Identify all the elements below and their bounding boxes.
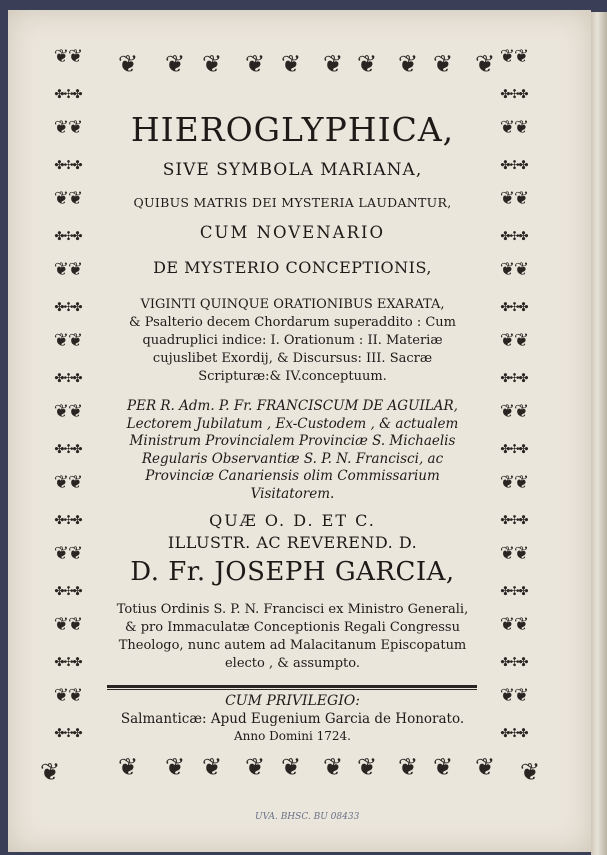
ornament-icon: ❦❦ [499, 685, 529, 706]
subtitle-line: DE MYSTERIO CONCEPTIONIS, [153, 258, 432, 277]
description-paragraph [105, 296, 480, 386]
ornament-icon: ❦ [474, 753, 496, 781]
ornament-icon: ✤✣✤ [500, 370, 528, 385]
ornament-icon: ❦ [164, 753, 186, 781]
imprint-line: Salmanticæ: Apud Eugenium Garcia de Honorato. [120, 711, 465, 727]
ornament-icon: ❦ [322, 753, 344, 781]
ornament-icon: ❦ [432, 50, 454, 78]
ornament-icon: ❦ [397, 753, 419, 781]
ornament-icon: ❦ [322, 50, 344, 78]
subtitle-line: QUIBUS MATRIS DEI MYSTERIA LAUDANTUR, [133, 195, 452, 210]
ornament-icon: ❦❦ [53, 46, 83, 67]
ornament-icon: ✤✣✤ [500, 654, 528, 669]
ornament-icon: ✤✣✤ [54, 157, 82, 172]
text-line: Lectorem Jubilatum , Ex-Custodem , & actualem [126, 415, 459, 432]
ornament-icon: ✤✣✤ [54, 228, 82, 243]
ornament-icon: ✤✣✤ [54, 370, 82, 385]
ornament-icon: ✤✣✤ [54, 86, 82, 101]
year-line: Anno Domini 1724. [234, 729, 351, 743]
ornament-icon: ❦❦ [499, 259, 529, 280]
text-line: Provinciæ Canariensis olim Commissarium [145, 468, 440, 484]
ornament-icon: ❦ [519, 758, 541, 786]
ornament-icon: ❦ [280, 753, 302, 781]
ornament-icon: ❦ [474, 50, 496, 78]
ornament-icon: ✤✣✤ [500, 583, 528, 598]
text-line: quadruplici indice: I. Orationum : II. Materiæ [142, 333, 443, 348]
ornament-icon: ❦ [244, 50, 266, 78]
ornament-icon: ❦❦ [53, 259, 83, 280]
text-line: Scripturæ:& IV.conceptuum. [198, 369, 387, 384]
ornament-icon: ❦❦ [499, 543, 529, 564]
privilege-line: CUM PRIVILEGIO: [225, 693, 360, 709]
text-line: cujuslibet Exordij, & Discursus: III. Sacræ [152, 351, 433, 366]
dedication-line: ILLUSTR. AC REVEREND. D. [167, 533, 418, 552]
text-line: VIGINTI QUINQUE ORATIONIBUS EXARATA, [140, 297, 445, 312]
ornament-icon: ❦❦ [499, 117, 529, 138]
author-paragraph [105, 398, 480, 503]
dedication-line: QUÆ O. D. ET C. [209, 511, 376, 530]
ornament-icon: ❦ [397, 50, 419, 78]
ornament-icon: ✤✣✤ [54, 299, 82, 314]
ornament-icon: ❦❦ [53, 330, 83, 351]
divider-rule [107, 685, 477, 688]
text-line: Totius Ordinis S. P. N. Francisci ex Ministro Generali, [116, 602, 469, 617]
ornament-icon: ❦❦ [499, 472, 529, 493]
divider-rule [107, 689, 477, 690]
ornament-icon: ❦ [244, 753, 266, 781]
ornament-icon: ❦❦ [53, 401, 83, 422]
text-line: & Psalterio decem Chordarum superaddito : Cum [128, 315, 457, 330]
ornament-icon: ✤✣✤ [54, 654, 82, 669]
ornament-icon: ✤✣✤ [54, 441, 82, 456]
ornament-icon: ✤✣✤ [500, 441, 528, 456]
dedicatee-paragraph [105, 601, 480, 673]
ornament-icon: ❦ [201, 50, 223, 78]
ornament-icon: ✤✣✤ [500, 725, 528, 740]
ornament-icon: ❦❦ [499, 330, 529, 351]
ornament-icon: ❦❦ [499, 614, 529, 635]
page-edge [591, 12, 607, 855]
ornament-icon: ❦❦ [53, 685, 83, 706]
ornament-icon: ✤✣✤ [500, 157, 528, 172]
ornament-icon: ❦❦ [53, 117, 83, 138]
ornament-icon: ❦ [39, 758, 61, 786]
ornament-icon: ❦❦ [53, 472, 83, 493]
ornament-icon: ❦❦ [499, 401, 529, 422]
subtitle-line: CUM NOVENARIO [199, 223, 386, 242]
text-line: & pro Immaculatæ Conceptionis Regali Congressu [125, 620, 460, 635]
subtitle: SIVE SYMBOLA MARIANA, [162, 160, 423, 180]
ornament-icon: ✤✣✤ [54, 583, 82, 598]
ornament-icon: ✤✣✤ [500, 228, 528, 243]
ornament-icon: ❦❦ [53, 543, 83, 564]
ornament-icon: ❦ [280, 50, 302, 78]
ornament-icon: ❦ [432, 753, 454, 781]
library-stamp: UVA. BHSC. BU 08433 [255, 812, 360, 822]
text-line: Visitatorem. [250, 485, 335, 502]
ornament-icon: ✤✣✤ [500, 86, 528, 101]
ornament-icon: ❦❦ [499, 46, 529, 67]
ornament-icon: ❦ [356, 753, 378, 781]
ornament-icon: ✤✣✤ [54, 512, 82, 527]
text-line: electo , & assumpto. [224, 656, 361, 671]
ornament-icon: ❦ [201, 753, 223, 781]
text-line: Theologo, nunc autem ad Malacitanum Episcopatum [118, 638, 467, 653]
ornament-icon: ❦❦ [53, 614, 83, 635]
ornament-icon: ❦ [117, 50, 139, 78]
ornament-icon: ✤✣✤ [54, 725, 82, 740]
dedicatee-name: D. Fr. JOSEPH GARCIA, [130, 557, 455, 587]
ornament-icon: ❦❦ [53, 188, 83, 209]
text-line: Ministrum Provincialem Provinciæ S. Michaelis [129, 433, 456, 449]
ornament-icon: ✤✣✤ [500, 299, 528, 314]
text-line: PER R. Adm. P. Fr. FRANCISCUM DE AGUILAR, [127, 398, 458, 414]
book-title: HIEROGLYPHICA, [130, 110, 455, 149]
ornament-icon: ❦ [117, 753, 139, 781]
ornament-icon: ❦❦ [499, 188, 529, 209]
text-line: Regularis Observantiæ S. P. N. Francisci, ac [141, 450, 444, 467]
ornament-icon: ❦ [164, 50, 186, 78]
ornament-icon: ❦ [356, 50, 378, 78]
ornament-icon: ✤✣✤ [500, 512, 528, 527]
